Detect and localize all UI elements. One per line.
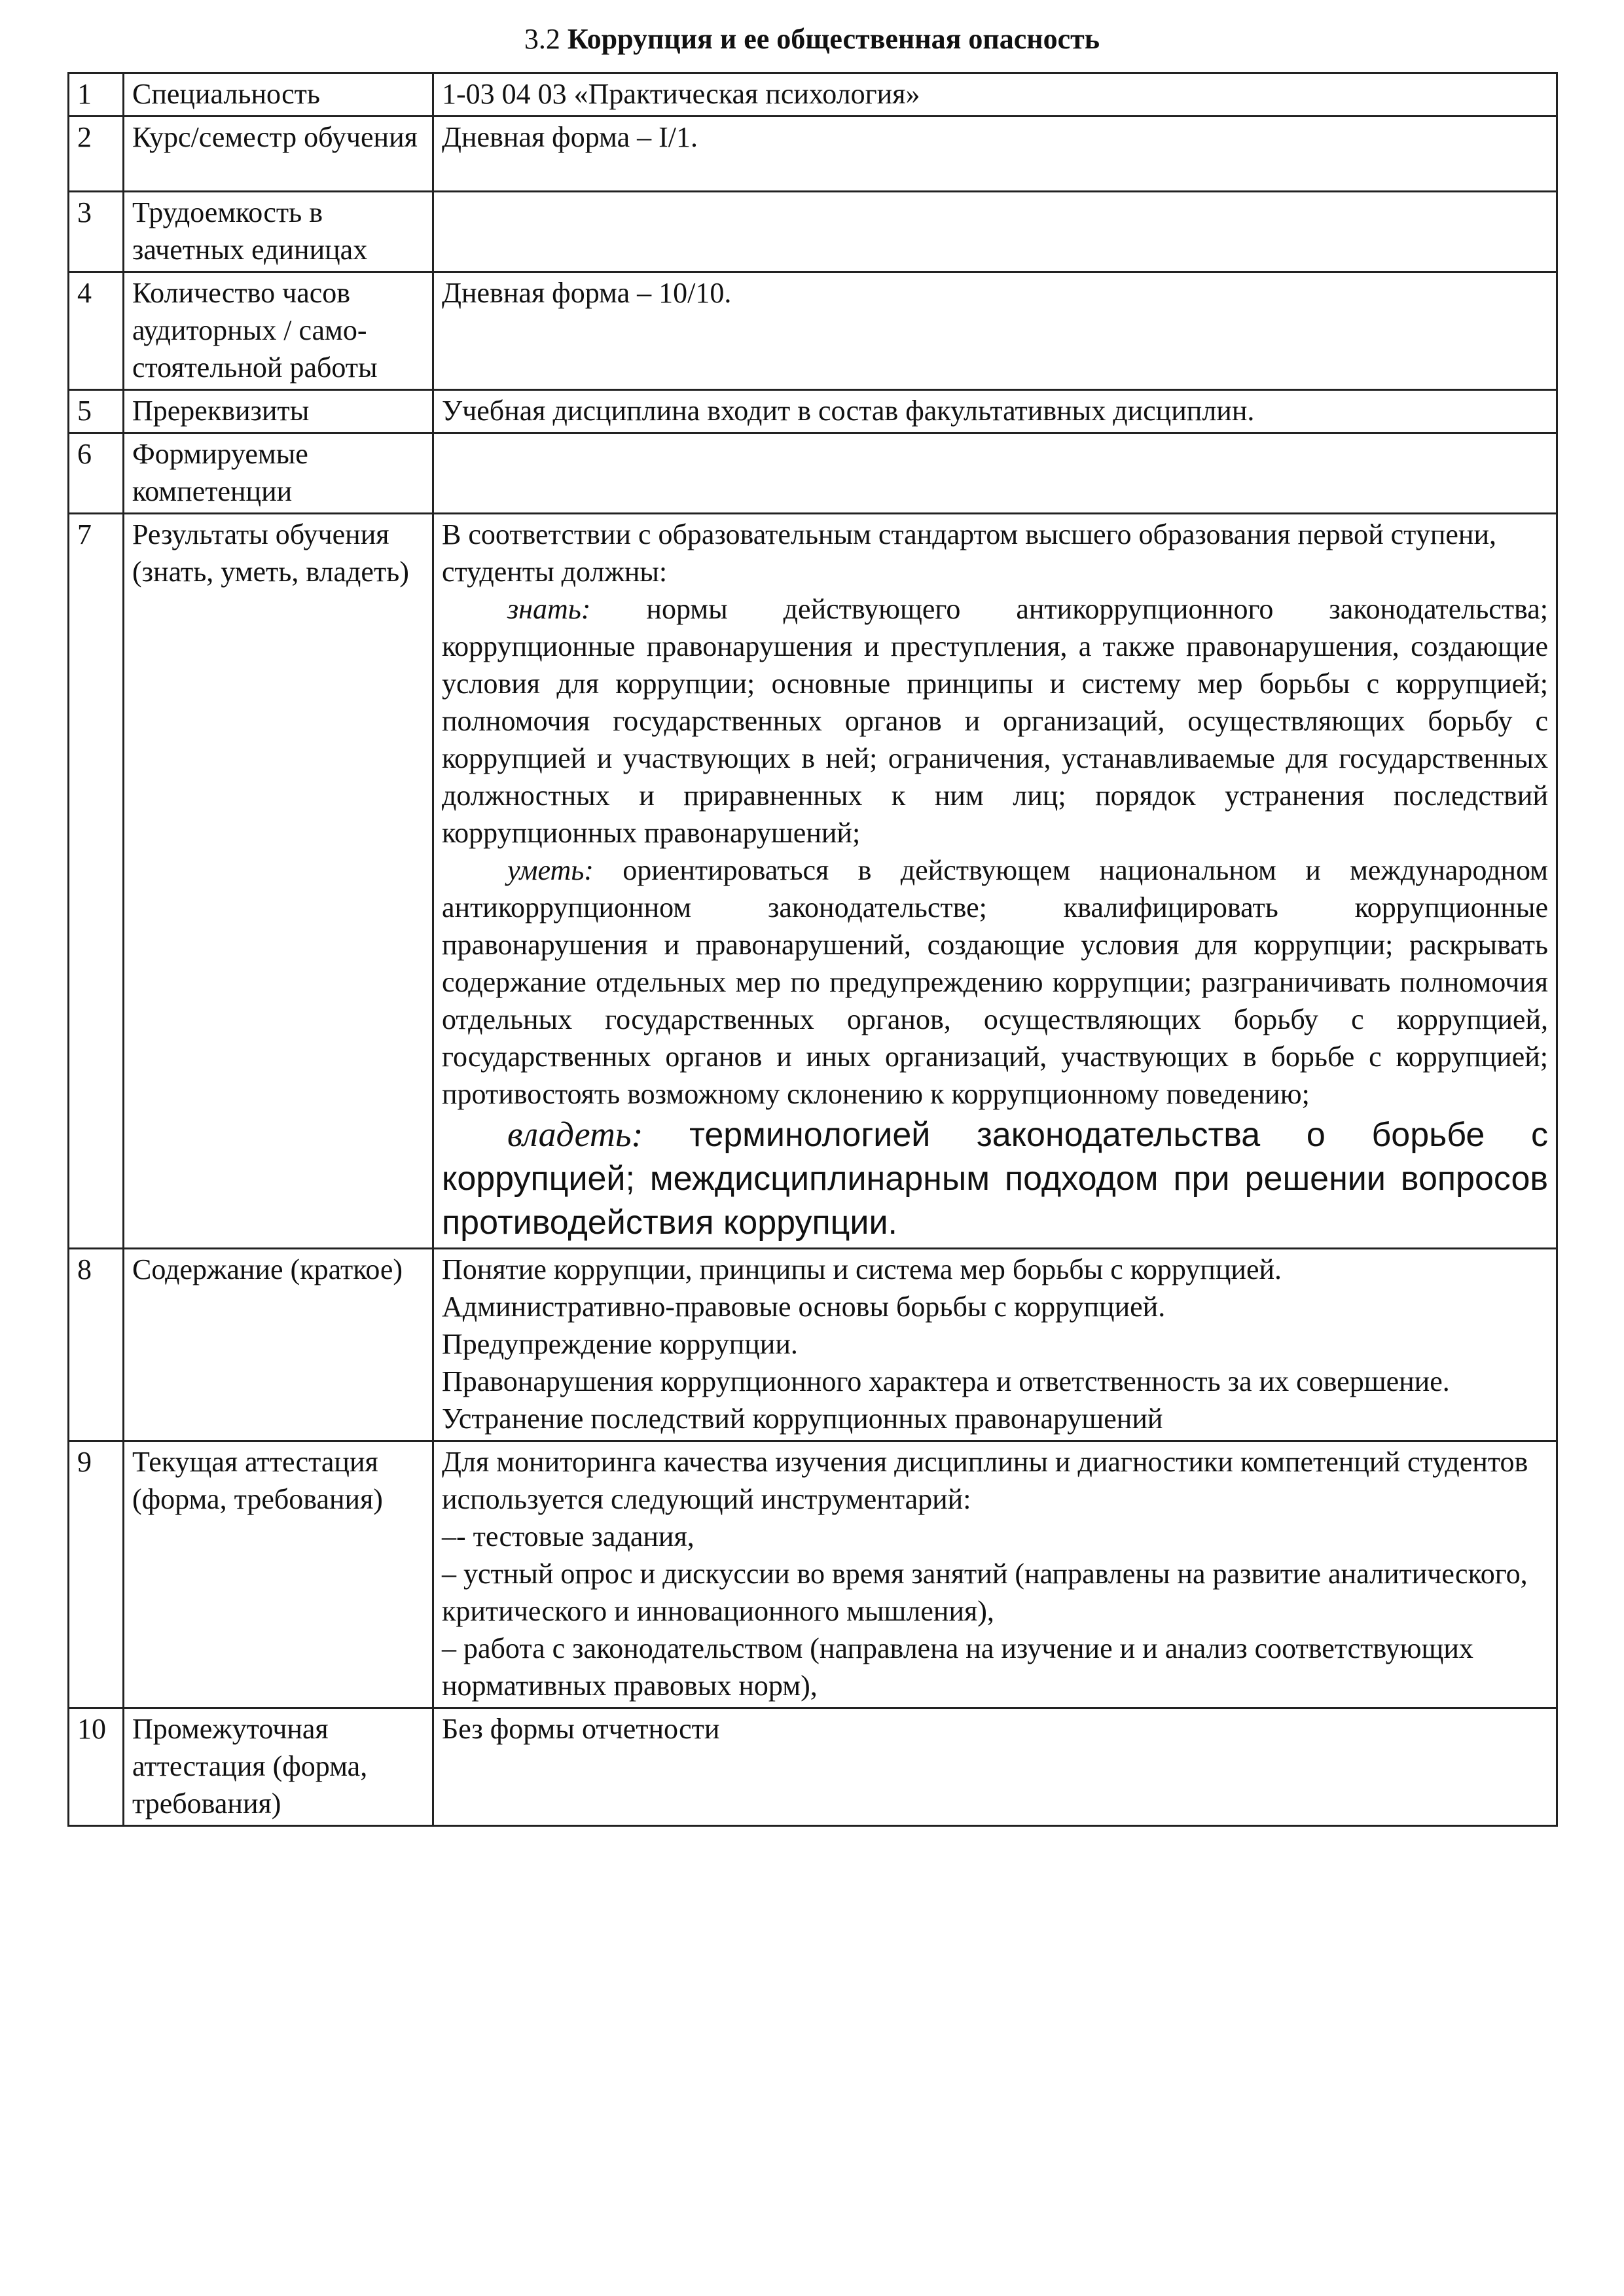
row-value [433,390,1557,433]
row-number: 3 [69,192,124,272]
own-keyword: владеть: [507,1115,643,1154]
content-line: Административно-правовые основы борьбы с коррупцией. [442,1291,1166,1323]
value-line: Без формы отчетности [442,1713,720,1745]
table-row [69,272,1557,390]
table-row [69,1249,1557,1441]
results-own [442,1113,1548,1245]
results-intro: В соответствии с образовательным стандартом высшего образования первой ступени, студенты должны: [442,518,1496,588]
row-value [433,514,1557,1249]
value-line: 1-03 04 03 «Практическая психология» [442,78,920,110]
content-line: Предупреждение коррупции. [442,1328,798,1360]
row-label: Пререквизиты [124,390,433,433]
table-row [69,1441,1557,1708]
row-label: Трудоемкость в зачетных единицах [124,192,433,272]
content-line: Правонарушения коррупционного характера и ответственность за их совершение. [442,1365,1450,1397]
row-value [433,272,1557,390]
row-number: 5 [69,390,124,433]
results-can [442,852,1548,1113]
assessment-line: – устный опрос и дискуссии во время занятий (направлены на развитие аналитического, критического и инновационного мышления), [442,1558,1528,1627]
row-number: 2 [69,117,124,192]
row-label: Количество часов аудиторных / само-стоятельной работы [124,272,433,390]
results-know [442,590,1548,852]
can-text: ориентироваться в действующем национальном и международном антикоррупционном законодательстве; квалифицировать коррупционные правонарушения и правонарушений, создающие условия для коррупции; раскрывать содержание отдельных мер по предупреждению коррупции; разграничивать полномочия отдельных государственных органов, осуществляющих борьбу с коррупцией, государственных органов и иных организаций, участвующих в борьбе с коррупцией; противостоять возможному склонению к коррупционному поведению; [442,854,1548,1110]
value-line: Учебная дисциплина входит в состав факультативных дисциплин. [442,395,1255,427]
row-label: Курс/семестр обучения [124,117,433,192]
row-number: 9 [69,1441,124,1708]
row-value [433,192,1557,272]
section-title [0,20,1624,59]
row-value [433,1249,1557,1441]
table-row [69,117,1557,192]
row-number: 6 [69,433,124,514]
assessment-line: Для мониторинга качества изучения дисциплины и диагностики компетенций студентов используется следующий инструментарий: [442,1446,1528,1515]
table-row [69,514,1557,1249]
value-line: Дневная форма – 10/10. [442,277,732,309]
row-number: 8 [69,1249,124,1441]
know-keyword: знать: [507,593,591,625]
row-number: 4 [69,272,124,390]
content-line: Понятие коррупции, принципы и система мер борьбы с коррупцией. [442,1253,1282,1285]
row-number: 1 [69,73,124,117]
row-label: Результаты обучения (знать, уметь, владеть) [124,514,433,1249]
row-label: Формируемые компетенции [124,433,433,514]
row-number: 7 [69,514,124,1249]
row-label: Текущая аттестация (форма, требования) [124,1441,433,1708]
row-value [433,1708,1557,1826]
table-row [69,390,1557,433]
table-row [69,192,1557,272]
value-line: Дневная форма – I/1. [442,121,698,153]
assessment-line: –- тестовые задания, [442,1520,695,1552]
row-value [433,433,1557,514]
content-line: Устранение последствий коррупционных правонарушений [442,1403,1163,1435]
can-keyword: уметь: [507,854,594,886]
row-value [433,73,1557,117]
row-label: Специальность [124,73,433,117]
assessment-line: – работа с законодательством (направлена на изучение и и анализ соответствующих нормативных правовых норм), [442,1632,1473,1702]
row-label: Содержание (краткое) [124,1249,433,1441]
know-text: нормы действующего антикоррупционного законодательства; коррупционные правонарушения и преступления, а также правонарушения, создающие условия для коррупции; основные принципы и систему мер борьбы с коррупцией; полномочия государственных органов и организаций, осуществляющих борьбу с коррупцией и участвующих в ней; ограничения, устанавливаемые для государственных должностных и приравненных к ним лиц; порядок устранения последствий коррупционных правонарушений; [442,593,1548,849]
row-number: 10 [69,1708,124,1826]
section-heading: Коррупция и ее общественная опасность [567,23,1100,55]
table-row [69,1708,1557,1826]
row-label: Промежуточная аттестация (форма, требования) [124,1708,433,1826]
row-value [433,1441,1557,1708]
own-text: терминологией законодательства о борьбе с коррупцией; междисциплинарным подходом при решении вопросов противодействия коррупции. [442,1116,1548,1242]
syllabus-table [67,72,1558,1827]
table-row [69,73,1557,117]
section-number: 3.2 [524,23,560,55]
table-row [69,433,1557,514]
row-value [433,117,1557,192]
